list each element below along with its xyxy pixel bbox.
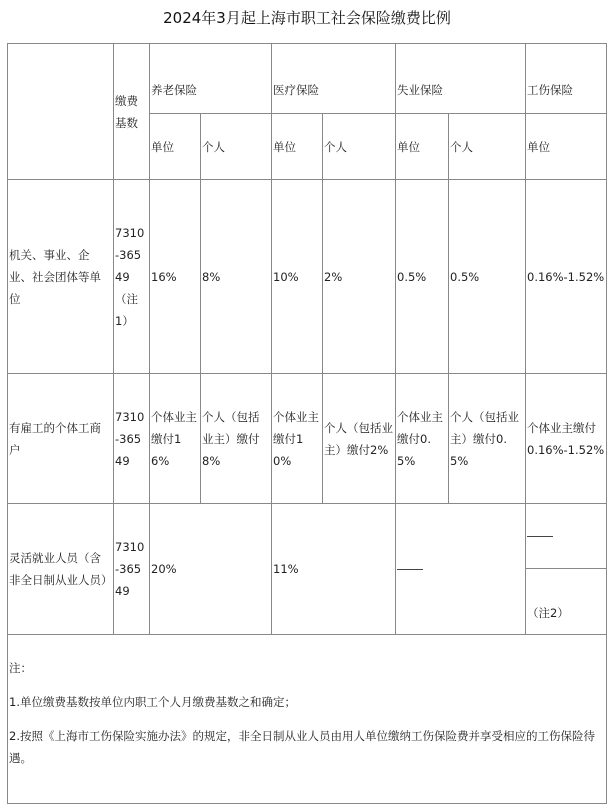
- dash-mark: [527, 536, 553, 537]
- page-title: 2024年3月起上海市职工社会保险缴费比例: [163, 9, 451, 27]
- header-pension-individual: 个人: [201, 114, 272, 180]
- header-unemp-employer: 单位: [396, 114, 449, 180]
- row-business-medical-employer: 个体业主缴付10%: [272, 374, 323, 504]
- row-org-injury-employer: 0.16%-1.52%: [526, 180, 607, 374]
- row-flexible-unemployment: [396, 504, 526, 635]
- row-business-unemp-employer: 个体业主缴付0.5%: [396, 374, 449, 504]
- header-row-1: [8, 44, 607, 114]
- note-1: 1.单位缴费基数按单位内职工个人月缴费基数之和确定；: [9, 695, 296, 709]
- row-org-medical-individual: 2%: [323, 180, 396, 374]
- dash-mark: [397, 569, 423, 570]
- row-notes: [8, 635, 607, 804]
- row-flexible-medical: 11%: [272, 504, 396, 635]
- row-flexible-injury-note: （注2）: [526, 569, 607, 635]
- notes-heading: 注：: [9, 661, 32, 675]
- header-unemp-individual: 个人: [449, 114, 526, 180]
- header-medical-individual: 个人: [323, 114, 396, 180]
- header-base: 缴费基数: [114, 44, 150, 180]
- insurance-rate-table: [7, 43, 607, 804]
- row-business-base: 7310-36549: [114, 374, 150, 504]
- row-org: [8, 180, 607, 374]
- row-flexible-injury-top: [526, 504, 607, 569]
- header-injury-employer: 单位: [526, 114, 607, 180]
- row-flexible-label: 灵活就业人员（含非全日制从业人员）: [8, 504, 114, 635]
- header-pension-employer: 单位: [150, 114, 201, 180]
- row-business-unemp-individual: 个人（包括业主）缴付0.5%: [449, 374, 526, 504]
- row-business-injury-employer: 个体业主缴付0.16%-1.52%: [526, 374, 607, 504]
- corner-cell: [8, 44, 114, 180]
- header-medical: 医疗保险: [272, 44, 396, 114]
- row-org-pension-individual: 8%: [201, 180, 272, 374]
- row-business-medical-individual: 个人（包括业主）缴付2%: [323, 374, 396, 504]
- row-business-label: 有雇工的个体工商户: [8, 374, 114, 504]
- row-flexible: [8, 504, 607, 569]
- row-business-pension-individual: 个人（包括业主）缴付8%: [201, 374, 272, 504]
- row-org-base: 7310-36549（注1）: [114, 180, 150, 374]
- row-org-label: 机关、事业、企业、社会团体等单位: [8, 180, 114, 374]
- row-business: [8, 374, 607, 504]
- row-org-unemp-individual: 0.5%: [449, 180, 526, 374]
- row-business-pension-employer: 个体业主缴付16%: [150, 374, 201, 504]
- row-org-pension-employer: 16%: [150, 180, 201, 374]
- row-flexible-base: 7310-36549: [114, 504, 150, 635]
- row-flexible-pension: 20%: [150, 504, 272, 635]
- header-medical-employer: 单位: [272, 114, 323, 180]
- row-org-medical-employer: 10%: [272, 180, 323, 374]
- header-unemployment: 失业保险: [396, 44, 526, 114]
- row-org-unemp-employer: 0.5%: [396, 180, 449, 374]
- header-pension: 养老保险: [150, 44, 272, 114]
- note-2: 2.按照《上海市工伤保险实施办法》的规定，非全日制从业人员由用人单位缴纳工伤保险费并享受相应的工伤保险待遇。: [9, 729, 595, 765]
- header-injury: 工伤保险: [526, 44, 607, 114]
- notes-cell: [8, 635, 607, 804]
